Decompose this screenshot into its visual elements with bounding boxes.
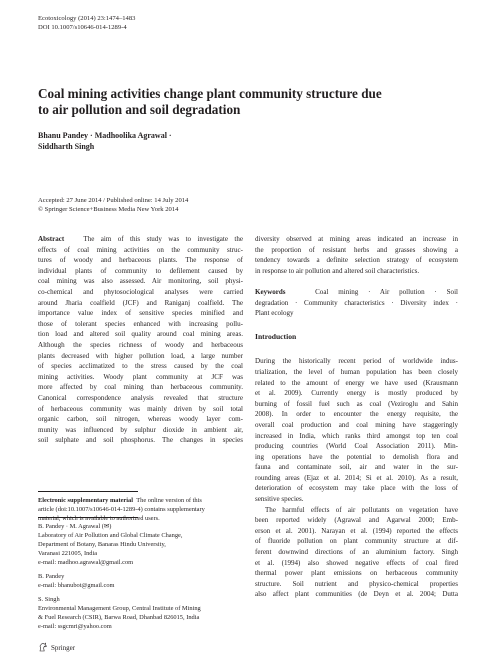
- abstract-line: tion load and altered soil quality around coal mining areas.: [38, 330, 243, 339]
- affiliation-block-2: [38, 572, 246, 590]
- intro-line: trialization, the level of human population has been closely: [255, 367, 458, 376]
- abstract-continued-line: diversity observed at mining areas indicated an increase in: [255, 235, 458, 243]
- intro-line: ing operations have the potential to demolish flora and: [255, 452, 458, 461]
- affiliation-block-3: [38, 595, 246, 631]
- abstract-line: more affected by coal mining than herbaceous community.: [38, 383, 243, 392]
- intro-line: increased in India, which ranks third amongst top ten coal: [255, 431, 458, 440]
- esm-text: material, which is available to authorized users.: [38, 515, 160, 522]
- affiliation-email[interactable]: e-mail: ssgcmri@yahoo.com: [38, 623, 112, 630]
- intro-line: The harmful effects of air pollutants on vegetation have: [265, 505, 458, 514]
- abstract-line: plants decreased with higher pollution load, a large number: [38, 351, 243, 360]
- intro-line: During the historically recent period of worldwide indus-: [255, 357, 458, 366]
- abstract-line: of herbaceous community was mainly driven by soil total: [38, 404, 243, 413]
- abstract-label: Abstract: [38, 235, 65, 243]
- affiliation-line: Laboratory of Air Pollution and Global Climate Change,: [38, 532, 183, 539]
- journal-info: [38, 14, 135, 32]
- intro-line: of fluoride pollution on plant community structure at dif-: [255, 537, 458, 546]
- right-column: [255, 234, 458, 600]
- abstract-line: around Jharia coalfield (JCF) and Raniganj coalfield. The: [38, 298, 243, 307]
- esm-text: The online version of this: [136, 497, 202, 504]
- affiliation-block-1: [38, 522, 246, 567]
- abstract-line: organic carbon, soil nitrogen, whereas woody layer com-: [38, 415, 243, 424]
- abstract-line: individual plants of community to defilement caused by: [38, 266, 243, 275]
- abstract-line: munity was influenced by sulphur dioxide in ambient air,: [38, 425, 243, 434]
- author-line-1: Bhanu Pandey · Madhoolika Agrawal ·: [38, 131, 172, 140]
- affiliation-email[interactable]: e-mail: madhoo.agrawal@gmail.com: [38, 559, 134, 566]
- affiliation-line: Varanasi 221005, India: [38, 550, 98, 557]
- intro-line: producing countries (World Coal Association 2011). Min-: [255, 442, 458, 451]
- esm-label: Electronic supplementary material: [38, 497, 134, 504]
- abstract-line: Although the species richness of woody and herbaceous: [38, 340, 243, 349]
- abstract-line: soil sulphate and soil phosphorus. The changes in species: [38, 436, 243, 445]
- accepted-published-dates: Accepted: 27 June 2014 / Published online: 14 July 2014: [38, 197, 189, 204]
- affiliation-email[interactable]: e-mail: bhanubot@gmail.com: [38, 582, 115, 589]
- article-title-line-2: to air pollution and soil degradation: [38, 102, 241, 117]
- abstract-line: co-chemical and phytosociological analyses were carried: [38, 287, 243, 296]
- abstract-section: [38, 234, 243, 446]
- intro-line: et al. 2009). Currently energy is mostly produced by: [255, 389, 458, 398]
- publisher-logo: [38, 642, 75, 654]
- springer-horse-icon: [38, 642, 48, 654]
- section-heading-introduction: Introduction: [255, 331, 297, 341]
- affiliation-authors: B. Pandey: [38, 573, 65, 580]
- keywords-line: Keywords Coal mining · Air pollution · Soil: [255, 287, 458, 296]
- keywords-label: Keywords: [255, 287, 286, 296]
- intro-line: also affect plant communities (de Deyn et al. 2004; Dutta: [255, 590, 458, 599]
- author-line-2: Siddharth Singh: [38, 142, 95, 151]
- affiliations: [38, 517, 246, 631]
- intro-line: fauna and contaminate soil, air and water in the sur-: [255, 463, 458, 472]
- abstract-line: those of tolerant species enhanced with increasing pollu-: [38, 319, 243, 328]
- intro-line: et al. (1994) also showed negative effects of coal fired: [255, 558, 458, 567]
- journal-doi: DOI 10.1007/s10646-014-1289-4: [38, 24, 127, 31]
- abstract-line: coal mining was also assessed. Air monitoring, soil physi-: [38, 277, 243, 286]
- abstract-line: effects of coal mining activities on the community struc-: [38, 245, 243, 254]
- article-title-line-1: Coal mining activities change plant community structure due: [38, 86, 382, 101]
- keywords-line: degradation · Community characteristics · Diversity index ·: [255, 298, 458, 307]
- affiliation-authors: B. Pandey · M. Agrawal (✉): [38, 523, 112, 530]
- copyright-notice: © Springer Science+Business Media New York 2014: [38, 206, 179, 213]
- abstract-line: of species acclimatized to the stress caused by the coal: [38, 362, 243, 371]
- intro-line: overall coal production and coal mining have staggeringly: [255, 420, 458, 429]
- keywords-line: Plant ecology: [255, 309, 294, 318]
- intro-line: thermal power plant emissions on herbaceous community: [255, 569, 458, 578]
- intro-line: been reported widely (Agrawal and Agarwal 2000; Emb-: [255, 516, 458, 525]
- abstract-line: Canonical correspondence analysis revealed that structure: [38, 393, 243, 402]
- author-list: [38, 130, 338, 152]
- affiliation-line: & Fuel Research (CSIR), Barwa Road, Dhanbad 826015, India: [38, 614, 200, 621]
- intro-line: ferent downwind directions of an aluminium factory. Singh: [255, 548, 458, 557]
- esm-text[interactable]: article (doi:10.1007/s10646-014-1289-4) contains supplementary: [38, 506, 205, 513]
- abstract-line: tures of woody and herbaceous plants. The response of: [38, 256, 243, 265]
- publisher-name: Springer: [51, 644, 76, 652]
- intro-line: erson et al. 2001). Narayan et al. (1994) reported the effects: [255, 526, 458, 535]
- publication-dates: [38, 196, 188, 214]
- intro-line: structure. Soil nutrient and physico-chemical properties: [255, 579, 458, 588]
- article-title: [38, 86, 438, 118]
- intro-line: deterioration of ecosystem may take place with the loss of: [255, 484, 458, 493]
- intro-line: rounding areas (Ejaz et al. 2014; Si et al. 2010). As a result,: [255, 473, 458, 482]
- abstract-continued-line: the proportion of resistant herbs and grasses showing a: [255, 245, 458, 254]
- intro-line: related to the amount of energy we have used (Krausmann: [255, 378, 458, 387]
- affiliation-line: Environmental Management Group, Central Institute of Mining: [38, 605, 201, 612]
- footnote-divider: [38, 491, 138, 492]
- intro-line: 2008). In order to encounter the energy requisite, the: [255, 410, 458, 419]
- affiliation-divider: [38, 517, 138, 518]
- journal-citation: Ecotoxicology (2014) 23:1474–1483: [38, 15, 136, 22]
- abstract-line: mining activities. Woody plant community at JCF was: [38, 372, 243, 381]
- intro-line: burning of fossil fuel such as coal (Veziroglu and Sahin: [255, 399, 458, 408]
- abstract-line: Abstract The aim of this study was to investigate the: [38, 235, 243, 243]
- abstract-line: importance value index of sensitive species minified and: [38, 309, 243, 318]
- intro-line: sensitive species.: [255, 495, 304, 504]
- affiliation-authors: S. Singh: [38, 596, 60, 603]
- abstract-continued-line: in response to air pollution and altered soil characteristics.: [255, 266, 420, 275]
- abstract-continued-line: tendency towards a definite selection strategy of ecosystem: [255, 256, 458, 265]
- affiliation-line: Department of Botany, Banaras Hindu University,: [38, 541, 166, 548]
